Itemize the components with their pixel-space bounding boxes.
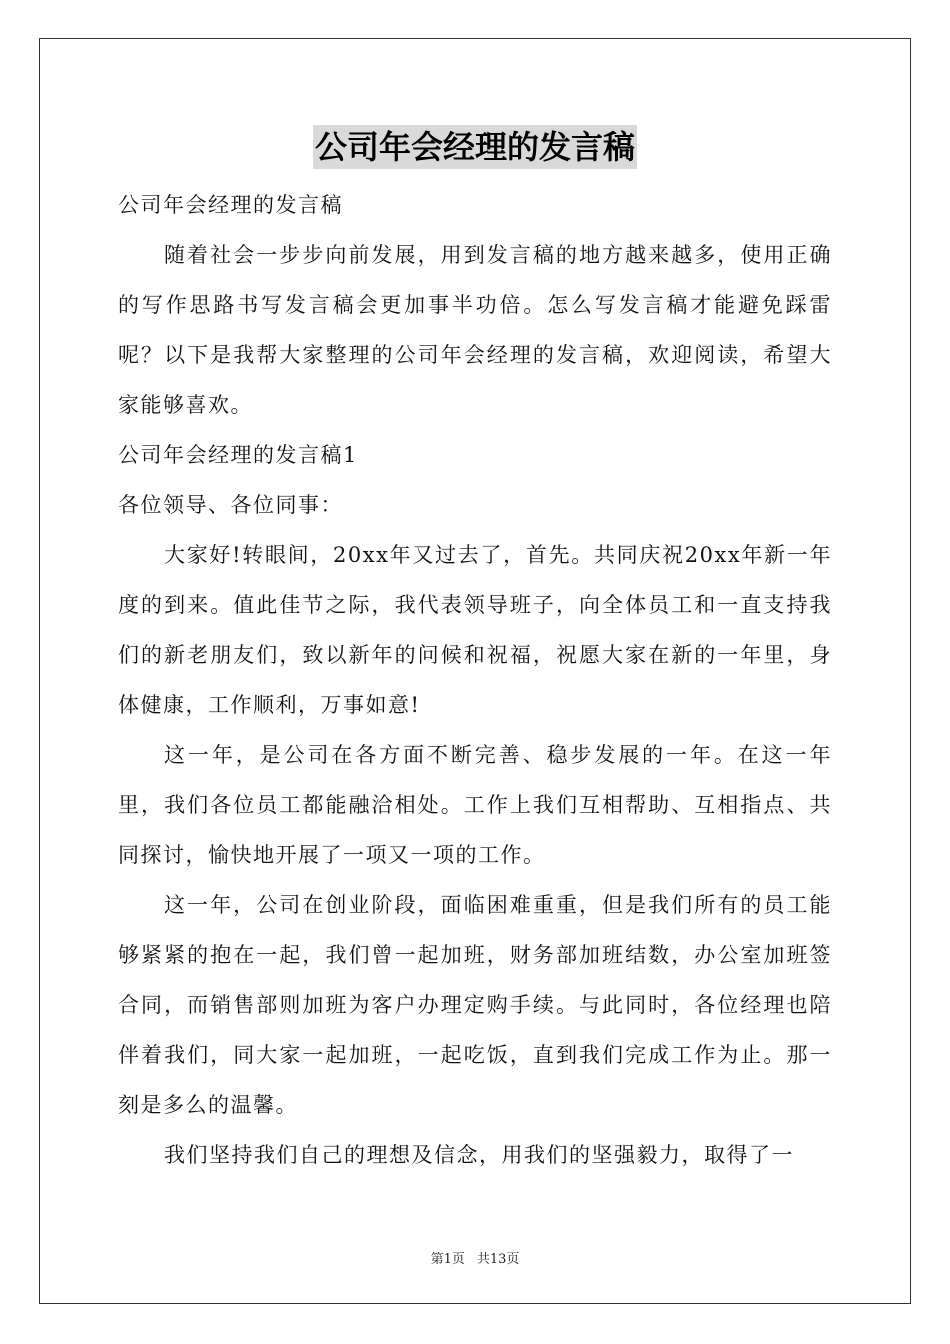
page-total: 共13页 [476, 1252, 520, 1267]
document-title: 公司年会经理的发言稿 [313, 125, 637, 169]
document-subtitle: 公司年会经理的发言稿 [118, 193, 343, 217]
document-body [118, 180, 832, 1180]
page-footer [0, 1248, 950, 1267]
body-paragraph-2: 这一年，是公司在各方面不断完善、稳步发展的一年。在这一年里，我们各位员工都能融洽相处。工作上我们互相帮助、互相指点、共同探讨，愉快地开展了一项又一项的工作。 [118, 743, 832, 867]
title-container [0, 125, 950, 169]
section-heading: 公司年会经理的发言稿1 [118, 443, 358, 467]
intro-paragraph: 随着社会一步步向前发展，用到发言稿的地方越来越多，使用正确的写作思路书写发言稿会更加事半功倍。怎么写发言稿才能避免踩雷呢？以下是我帮大家整理的公司年会经理的发言稿，欢迎阅读，希望大家能够喜欢。 [118, 243, 832, 417]
body-paragraph-3: 这一年，公司在创业阶段，面临困难重重，但是我们所有的员工能够紧紧的抱在一起，我们曾一起加班，财务部加班结数，办公室加班签合同，而销售部则加班为客户办理定购手续。与此同时，各位经理也陪伴着我们，同大家一起加班，一起吃饭，直到我们完成工作为止。那一刻是多么的温馨。 [118, 893, 832, 1117]
page-number: 第1页 [430, 1252, 465, 1267]
salutation: 各位领导、各位同事： [118, 493, 343, 517]
body-paragraph-4: 我们坚持我们自己的理想及信念，用我们的坚强毅力，取得了一 [164, 1143, 794, 1167]
body-paragraph-1: 大家好!转眼间，20xx年又过去了，首先。共同庆祝20xx年新一年度的到来。值此佳节之际，我代表领导班子，向全体员工和一直支持我们的新老朋友们，致以新年的问候和祝福，祝愿大家在新的一年里，身体健康，工作顺利，万事如意! [118, 543, 832, 717]
